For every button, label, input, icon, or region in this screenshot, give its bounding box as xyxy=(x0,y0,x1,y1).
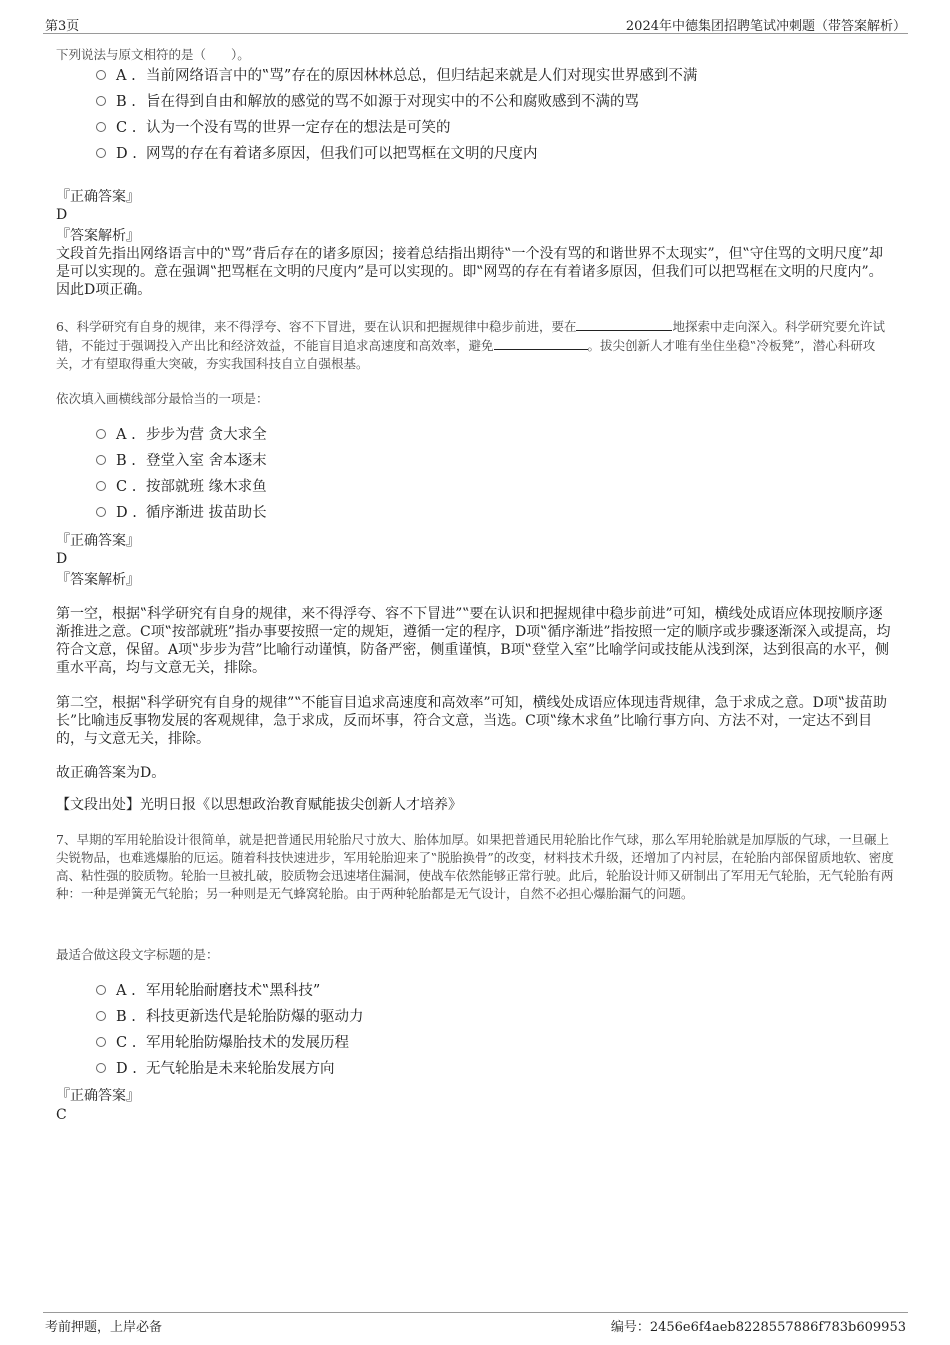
q5-analysis-label: 『答案解析』 xyxy=(56,228,140,244)
q7-option-b[interactable]: B . 科技更新迭代是轮胎防爆的驱动力 xyxy=(96,1004,364,1030)
page-header xyxy=(43,13,908,34)
radio-icon[interactable] xyxy=(96,96,106,106)
q6-option-d[interactable]: D . 循序渐进 拔苗助长 xyxy=(96,500,267,526)
radio-icon[interactable] xyxy=(96,148,106,158)
q6-source: 【文段出处】光明日报《以思想政治教育赋能拔尖创新人才培养》 xyxy=(56,797,462,813)
q5-answer: D xyxy=(56,207,68,223)
q6-options xyxy=(96,422,267,526)
q5-option-a[interactable]: A . 当前网络语言中的‟骂”存在的原因林林总总，但归结起来就是人们对现实世界感到不满 xyxy=(96,63,697,89)
document-title: 2024年中德集团招聘笔试冲刺题（带答案解析） xyxy=(625,19,906,34)
page-number: 第3页 xyxy=(45,19,80,34)
q6-analysis-p3: 故正确答案为D。 xyxy=(56,765,166,781)
radio-icon[interactable] xyxy=(96,429,106,439)
q7-option-c[interactable]: C . 军用轮胎防爆胎技术的发展历程 xyxy=(96,1030,364,1056)
footer-slogan: 考前押题，上岸必备 xyxy=(45,1320,163,1335)
radio-icon[interactable] xyxy=(96,481,106,491)
q5-answer-label: 『正确答案』 xyxy=(56,189,140,205)
radio-icon[interactable] xyxy=(96,1037,106,1047)
q5-option-c[interactable]: C . 认为一个没有骂的世界一定存在的想法是可笑的 xyxy=(96,115,697,141)
radio-icon[interactable] xyxy=(96,1011,106,1021)
radio-icon[interactable] xyxy=(96,507,106,517)
q5-option-d[interactable]: D . 网骂的存在有着诸多原因，但我们可以把骂框在文明的尺度内 xyxy=(96,141,697,167)
q6-option-b[interactable]: B . 登堂入室 舍本逐末 xyxy=(96,448,267,474)
fill-blank-2 xyxy=(494,336,588,350)
q7-option-d[interactable]: D . 无气轮胎是未来轮胎发展方向 xyxy=(96,1056,364,1082)
q5-option-b[interactable]: B . 旨在得到自由和解放的感觉的骂不如源于对现实中的不公和腐败感到不满的骂 xyxy=(96,89,697,115)
q6-passage: 6、科学研究有自身的规律，来不得浮夸、容不下冒进，要在认识和把握规律中稳步前进，要在 地探索中走向深入。科学研究要允许试错，不能过于强调投入产出比和经济效益，不能盲目追求高速度和高效率，避免 。拔尖创新人才唯有坐住坐稳‟冷板凳”，潜心科研攻关，才有望取得重大突破，夯实我国科技自立自强根基。 xyxy=(56,319,885,371)
q7-option-a[interactable]: A . 军用轮胎耐磨技术‟黑科技” xyxy=(96,978,364,1004)
q6-option-c[interactable]: C . 按部就班 缘木求鱼 xyxy=(96,474,267,500)
q6-analysis-p1: 第一空，根据‟科学研究有自身的规律，来不得浮夸、容不下冒进”‟要在认识和把握规律中稳步前进”可知，横线处成语应体现按顺序逐渐推进之意。C项‟按部就班”指办事要按照一定的规矩，遵循一定的程序，D项‟循序渐进”指按照一定的顺序或步骤逐渐深入或提高，均符合文意，保留。A项‟步步为营”比喻行动谨慎，防备严密，侧重谨慎，B项‟登堂入室”比喻学问或技能从浅到深，达到很高的水平，侧重水平高，均与文意无关，排除。 xyxy=(56,606,891,676)
q6-answer-label: 『正确答案』 xyxy=(56,533,140,549)
q5-options xyxy=(96,63,697,167)
radio-icon[interactable] xyxy=(96,985,106,995)
fill-blank-1 xyxy=(576,317,672,331)
q7-prompt: 最适合做这段文字标题的是： xyxy=(56,947,219,962)
radio-icon[interactable] xyxy=(96,1063,106,1073)
radio-icon[interactable] xyxy=(96,122,106,132)
q7-passage: 7、早期的军用轮胎设计很简单，就是把普通民用轮胎尺寸放大、胎体加厚。如果把普通民用轮胎比作气球，那么军用轮胎就是加厚版的气球，一旦碾上尖锐物品，也难逃爆胎的厄运。随着科技快速进步，军用轮胎迎来了‟脱胎换骨”的改变，材料技术升级，还增加了内衬层，在轮胎内部保留质地软、密度高、粘性强的胶质物。轮胎一旦被扎破，胶质物会迅速堵住漏洞，使战车依然能够正常行驶。此后，轮胎设计师又研制出了军用无气轮胎，无气轮胎有两种：一种是弹簧无气轮胎；另一种则是无气蜂窝轮胎。由于两种轮胎都是无气设计，自然不必担心爆胎漏气的问题。 xyxy=(56,832,894,901)
q7-options xyxy=(96,978,364,1082)
radio-icon[interactable] xyxy=(96,455,106,465)
footer-doc-id: 编号：2456e6f4aeb8228557886f783b609953 xyxy=(610,1320,906,1335)
q6-analysis-label: 『答案解析』 xyxy=(56,572,140,588)
q6-option-a[interactable]: A . 步步为营 贪大求全 xyxy=(96,422,267,448)
q5-analysis: 文段首先指出网络语言中的‟骂”背后存在的诸多原因；接着总结指出期待‟一个没有骂的和谐世界不太现实”，但‟守住骂的文明尺度”却是可以实现的。意在强调‟把骂框在文明的尺度内”是可以实现的。即‟网骂的存在有着诸多原因，但我们可以把骂框在文明的尺度内”。因此D项正确。 xyxy=(56,246,883,298)
q6-answer: D xyxy=(56,551,68,567)
radio-icon[interactable] xyxy=(96,70,106,80)
q6-prompt: 依次填入画横线部分最恰当的一项是： xyxy=(56,391,269,406)
q7-answer: C xyxy=(56,1107,67,1123)
q7-answer-label: 『正确答案』 xyxy=(56,1088,140,1104)
q6-analysis-p2: 第二空，根据‟科学研究有自身的规律”‟不能盲目追求高速度和高效率”可知，横线处成语应体现违背规律，急于求成之意。D项‟拔苗助长”比喻违反事物发展的客观规律，急于求成，反而坏事，符合文意，当选。C项‟缘木求鱼”比喻行事方向、方法不对，一定达不到目的，与文意无关，排除。 xyxy=(56,695,888,747)
q5-prompt: 下列说法与原文相符的是（ ）。 xyxy=(56,47,250,62)
page-footer xyxy=(43,1312,908,1337)
